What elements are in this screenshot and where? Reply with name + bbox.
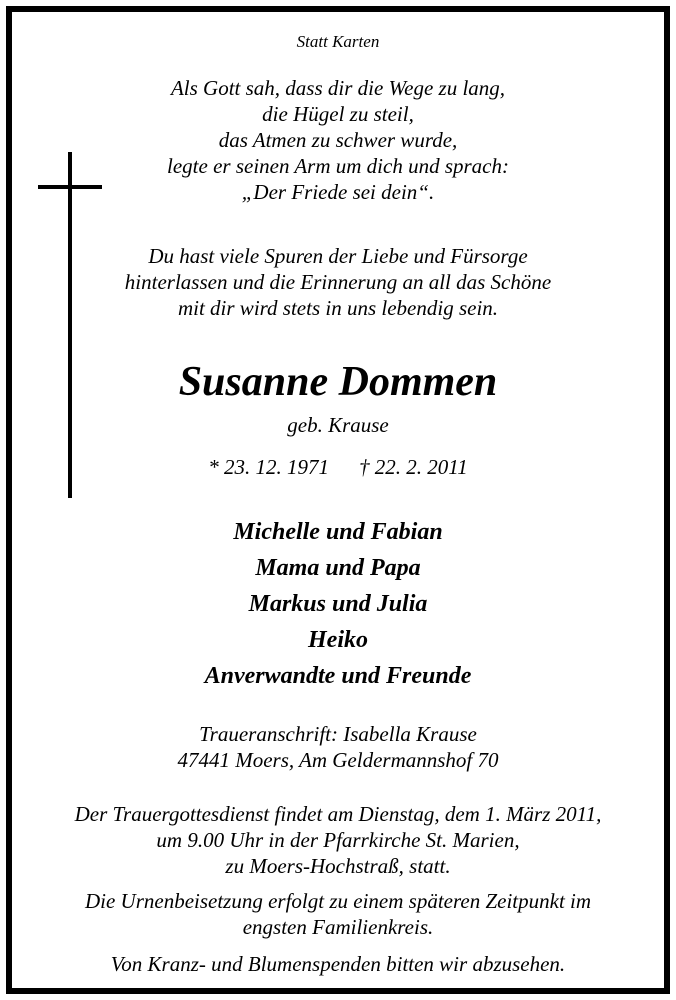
tribute-line: mit dir wird stets in uns lebendig sein. — [177, 296, 499, 320]
birth-date: * 23. 12. 1971 — [208, 455, 330, 479]
closing-note: Von Kranz- und Blumenspenden bitten wir abzusehen. — [110, 952, 566, 976]
death-date: † 22. 2. 2011 — [359, 455, 468, 479]
poem-line: Als Gott sah, dass dir die Wege zu lang, — [170, 76, 506, 100]
poem-line: die Hügel zu steil, — [262, 102, 414, 126]
deceased-name: Susanne Dommen — [178, 359, 498, 405]
burial-line: Die Urnenbeisetzung erfolgt zu einem späteren Zeitpunkt im — [84, 889, 592, 913]
service-line: Der Trauergottesdienst findet am Dienstag, dem 1. März 2011, — [74, 802, 602, 826]
address-line: 47441 Moers, Am Geldermannshof 70 — [177, 748, 499, 772]
mourner-name: Markus und Julia — [248, 591, 428, 617]
service-line: zu Moers-Hochstraß, statt. — [225, 854, 451, 878]
tribute-line: hinterlassen und die Erinnerung an all das Schöne — [124, 270, 552, 294]
address-line: Traueranschrift: Isabella Krause — [199, 722, 477, 746]
poem-line: „Der Friede sei dein“. — [241, 180, 435, 204]
mourner-name: Mama und Papa — [255, 555, 421, 581]
maiden-name: geb. Krause — [287, 413, 389, 437]
header-text: Statt Karten — [296, 32, 380, 51]
poem-line: legte er seinen Arm um dich und sprach: — [167, 154, 509, 178]
mourner-name: Anverwandte und Freunde — [204, 663, 472, 689]
poem-line: das Atmen zu schwer wurde, — [218, 128, 458, 152]
tribute-line: Du hast viele Spuren der Liebe und Fürsorge — [148, 244, 528, 268]
burial-line: engsten Familienkreis. — [242, 915, 434, 939]
service-line: um 9.00 Uhr in der Pfarrkirche St. Marien, — [156, 828, 520, 852]
mourner-name: Heiko — [308, 627, 368, 653]
life-dates — [0, 455, 676, 480]
mourner-name: Michelle und Fabian — [233, 519, 443, 545]
